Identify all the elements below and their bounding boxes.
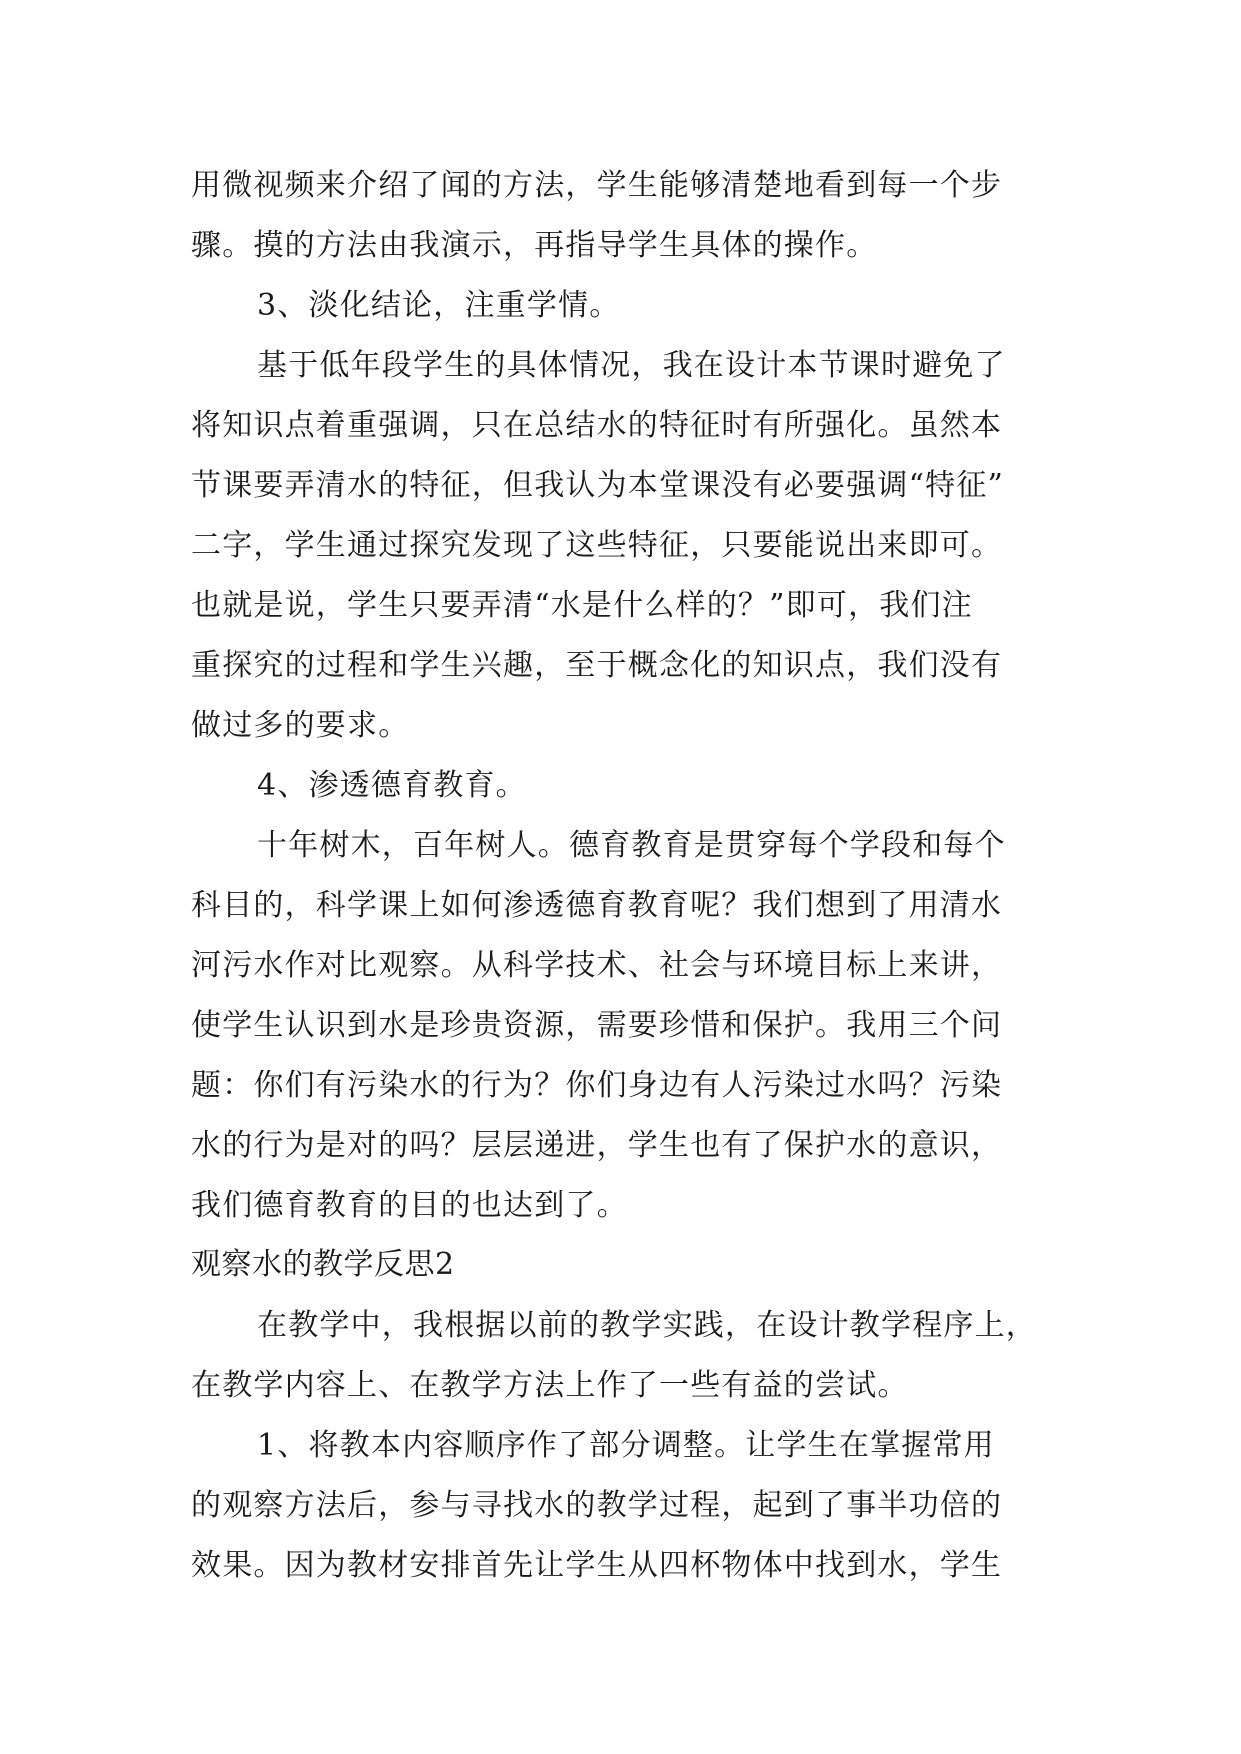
text-line: 重探究的过程和学生兴趣，至于概念化的知识点，我们没有 xyxy=(191,648,1003,683)
text-line: 节课要弄清水的特征，但我认为本堂课没有必要强调“特征” xyxy=(191,468,1005,503)
text-line: 1、将教本内容顺序作了部分调整。让学生在掌握常用 xyxy=(257,1428,995,1463)
text-line: 使学生认识到水是珍贵资源，需要珍惜和保护。我用三个问 xyxy=(191,1008,1003,1043)
text-line: 在教学内容上、在教学方法上作了一些有益的尝试。 xyxy=(191,1368,909,1403)
text-line: 的观察方法后，参与寻找水的教学过程，起到了事半功倍的 xyxy=(191,1488,1003,1523)
text-line: 效果。因为教材安排首先让学生从四杯物体中找到水，学生 xyxy=(191,1548,1003,1583)
text-line: 基于低年段学生的具体情况，我在设计本节课时避免了 xyxy=(257,348,1006,383)
text-line: 在教学中，我根据以前的教学实践，在设计教学程序上， xyxy=(257,1308,1037,1343)
text-line: 水的行为是对的吗？层层递进，学生也有了保护水的意识， xyxy=(191,1128,1003,1163)
text-line: 将知识点着重强调，只在总结水的特征时有所强化。虽然本 xyxy=(191,408,1003,443)
text-line: 科目的，科学课上如何渗透德育教育呢？我们想到了用清水 xyxy=(191,888,1003,923)
text-line: 骤。摸的方法由我演示，再指导学生具体的操作。 xyxy=(191,228,878,263)
section-heading: 4、渗透德育教育。 xyxy=(257,768,527,803)
text-line: 用微视频来介绍了闻的方法，学生能够清楚地看到每一个步 xyxy=(191,168,1003,203)
article-title: 观察水的教学反思2 xyxy=(191,1247,455,1282)
text-line: 十年树木，百年树人。德育教育是贯穿每个学段和每个 xyxy=(257,828,1006,863)
text-line: 做过多的要求。 xyxy=(191,708,410,743)
text-line: 河污水作对比观察。从科学技术、社会与环境目标上来讲， xyxy=(191,948,1003,983)
text-line: 题：你们有污染水的行为？你们身边有人污染过水吗？污染 xyxy=(191,1068,1003,1103)
section-heading: 3、淡化结论，注重学情。 xyxy=(257,288,621,323)
text-line: 我们德育教育的目的也达到了。 xyxy=(191,1188,628,1223)
text-line: 二字，学生通过探究发现了这些特征，只要能说出来即可。 xyxy=(191,528,1003,563)
text-line: 也就是说，学生只要弄清“水是什么样的？”即可，我们注 xyxy=(191,588,973,623)
